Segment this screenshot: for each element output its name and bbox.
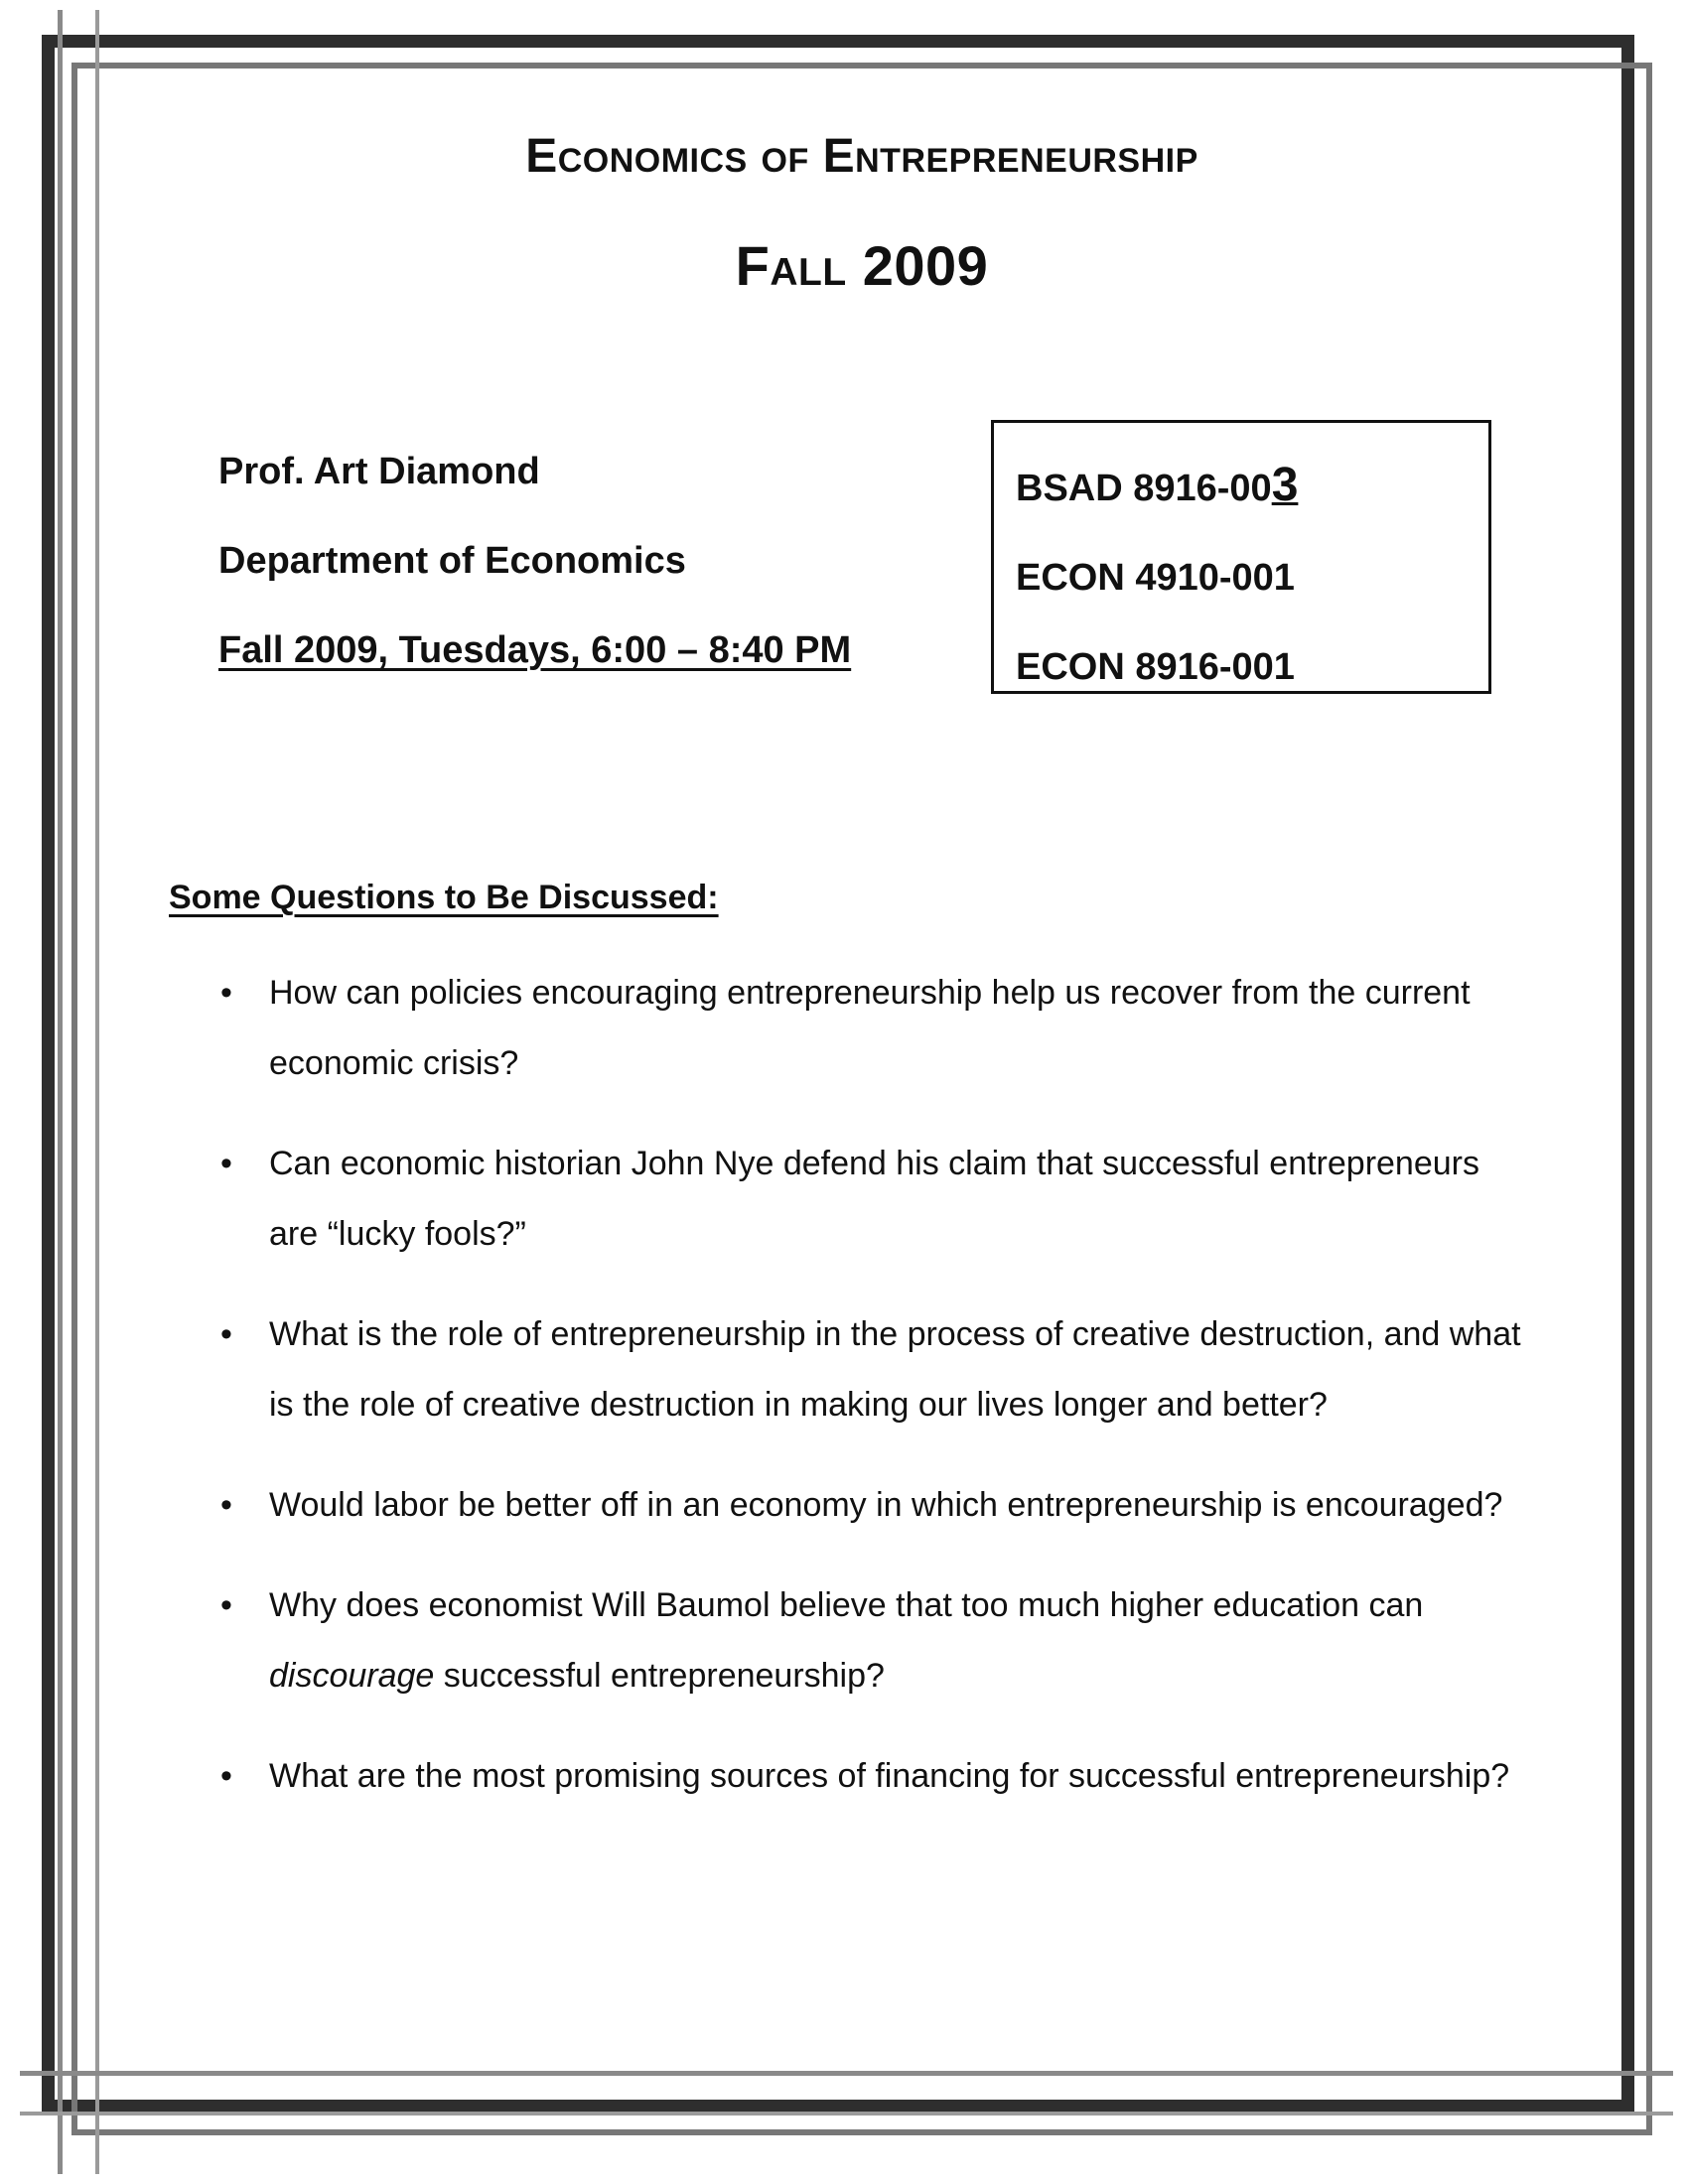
list-item [216,1570,1537,1711]
question-text: Would labor be better off in an economy in which entrepreneurship is encouraged? [269,1486,1503,1524]
question-text: What is the role of entrepreneurship in the process of creative destruction, and what is the role of creative destruction in making our lives longer and better? [269,1315,1521,1424]
emphasized-word: discourage [269,1657,435,1695]
course-bsad [1016,441,1488,533]
question-text-end: successful entrepreneurship? [434,1657,885,1695]
department-name: Department of Economics [218,540,686,582]
list-item [216,1741,1537,1812]
document-subtitle: Fall 2009 [735,234,989,297]
question-text: What are the most promising sources of financing for successful entrepreneurship? [269,1757,1510,1795]
list-item [216,958,1537,1099]
question-text [269,1586,1423,1695]
bullet-icon: • [220,974,232,1012]
list-item [216,1470,1537,1541]
question-text-start: Why does economist Will Baumol believe that too much higher education can [269,1586,1424,1624]
question-text: How can policies encouraging entrepreneurship help us recover from the current economic crisis? [269,974,1471,1082]
questions-list [216,958,1537,1842]
document-title: Economics of Entrepreneurship [525,130,1198,183]
instructor-info [218,427,851,695]
class-schedule: Fall 2009, Tuesdays, 6:00 – 8:40 PM [218,629,852,671]
bullet-icon: • [220,1486,232,1524]
course-bsad-suffix: 3 [1271,459,1299,511]
border-vertical-line-left [58,10,63,2174]
course-econ-undergrad: ECON 4910-001 [1016,557,1295,599]
bullet-icon: • [220,1145,232,1182]
border-horizontal-line-top [20,2071,1673,2076]
instructor-name: Prof. Art Diamond [218,451,540,492]
course-numbers-box [991,420,1491,694]
bullet-icon: • [220,1315,232,1353]
questions-heading: Some Questions to Be Discussed: [169,879,719,916]
border-horizontal-line-bottom [20,2112,1673,2116]
bullet-icon: • [220,1586,232,1624]
course-econ-grad: ECON 8916-001 [1016,646,1295,688]
question-text: Can economic historian John Nye defend his claim that successful entrepreneurs are “lucky fools?” [269,1145,1479,1253]
course-bsad-prefix: BSAD 8916-00 [1016,468,1272,509]
bullet-icon: • [220,1757,232,1795]
list-item [216,1129,1537,1270]
border-vertical-line-right [95,10,99,2174]
list-item [216,1299,1537,1440]
